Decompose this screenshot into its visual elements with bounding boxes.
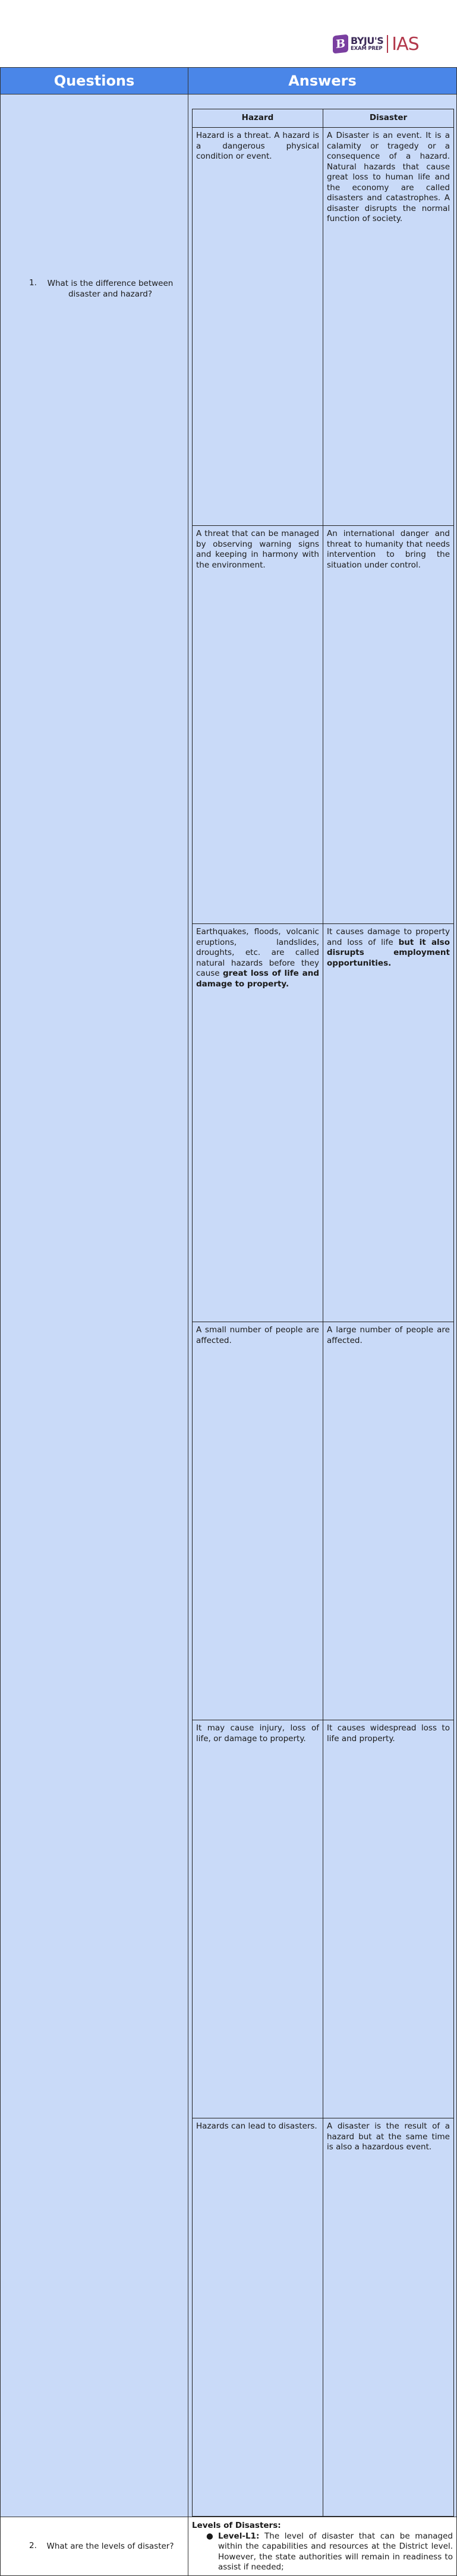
question-1-text: What is the difference between disaster and hazard? <box>47 279 174 299</box>
question-1-cell <box>1 94 188 2517</box>
qa-row-2 <box>1 2517 457 2576</box>
hazard-disaster-table <box>192 109 454 2517</box>
disaster-cell: An international danger and threat to humanity that needs intervention to bring the situation under control. <box>323 526 454 924</box>
answer-1-cell <box>188 94 457 2517</box>
level-text: The level of disaster that can be managed within the capabilities and resources at the District level. However, the state authorities will remain in readiness to assist if needed; <box>218 2531 453 2572</box>
logo-byjus-text: BYJU'S <box>351 35 384 47</box>
levels-title: Levels of Disasters: <box>192 2521 281 2530</box>
hazard-cell: A threat that can be managed by observing warning signs and keeping in harmony with the environment. <box>193 526 323 924</box>
answer-2 <box>188 2517 456 2573</box>
hazard-header: Hazard <box>193 109 323 128</box>
inner-header-row <box>193 109 454 128</box>
question-1 <box>29 278 177 299</box>
hazard-cell <box>193 924 323 1322</box>
table-row <box>193 526 454 924</box>
disaster-cell: A disaster is the result of a hazard but at the same time is also a hazardous event. <box>323 2118 454 2517</box>
disaster-cell-text: It causes damage to property and loss of life <box>327 927 450 947</box>
table-row <box>193 1322 454 1720</box>
questions-header: Questions <box>1 68 188 94</box>
table-row <box>193 128 454 526</box>
table-row <box>193 1720 454 2118</box>
question-2-text: What are the levels of disaster? <box>46 2542 174 2551</box>
answer-2-cell <box>188 2517 457 2576</box>
list-item <box>206 2531 453 2573</box>
disaster-cell-bold-text: but it also disrupts employment opportunities. <box>327 937 450 968</box>
disaster-cell: It causes widespread loss to life and property. <box>323 1720 454 2118</box>
table-row <box>193 2118 454 2517</box>
qa-table <box>0 67 457 2576</box>
hazard-cell: Hazards can lead to disasters. <box>193 2118 323 2517</box>
level-label: Level-L1: <box>218 2531 260 2541</box>
hazard-cell: A small number of people are affected. <box>193 1322 323 1720</box>
disaster-cell: A large number of people are affected. <box>323 1322 454 1720</box>
question-2-cell <box>1 2517 188 2576</box>
answers-header: Answers <box>188 68 457 94</box>
question-2 <box>29 2541 177 2552</box>
byjus-ias-logo <box>333 34 419 54</box>
logo-exam-prep-text: EXAM PREP <box>351 46 383 52</box>
logo-ias-text: IAS <box>392 33 419 55</box>
logo-wordmark <box>351 36 383 52</box>
hazard-cell-text: Earthquakes, floods, volcanic eruptions, landslides, droughts, etc. are called natural hazards before they cause <box>196 927 319 978</box>
byjus-logo-mark: B <box>333 34 348 54</box>
hazard-cell: It may cause injury, loss of life, or damage to property. <box>193 1720 323 2118</box>
qa-row-1 <box>1 94 457 2517</box>
question-1-number: 1. <box>29 278 37 288</box>
logo-divider <box>387 35 388 53</box>
levels-list <box>192 2531 453 2573</box>
table-row <box>193 924 454 1322</box>
disaster-cell <box>323 924 454 1322</box>
disaster-header: Disaster <box>323 109 454 128</box>
question-2-number: 2. <box>29 2541 37 2550</box>
bullet-icon: ● <box>206 2531 213 2541</box>
hazard-cell: Hazard is a threat. A hazard is a dangerous physical condition or event. <box>193 128 323 526</box>
hazard-cell-bold-text: great loss of life and damage to property. <box>196 969 319 989</box>
qa-header-row <box>1 68 457 94</box>
disaster-cell: A Disaster is an event. It is a calamity or tragedy or a consequence of a hazard. Natural hazards that cause great loss to human life and the economy are called disasters and catastrophes. A disaster disrupts the normal function of society. <box>323 128 454 526</box>
